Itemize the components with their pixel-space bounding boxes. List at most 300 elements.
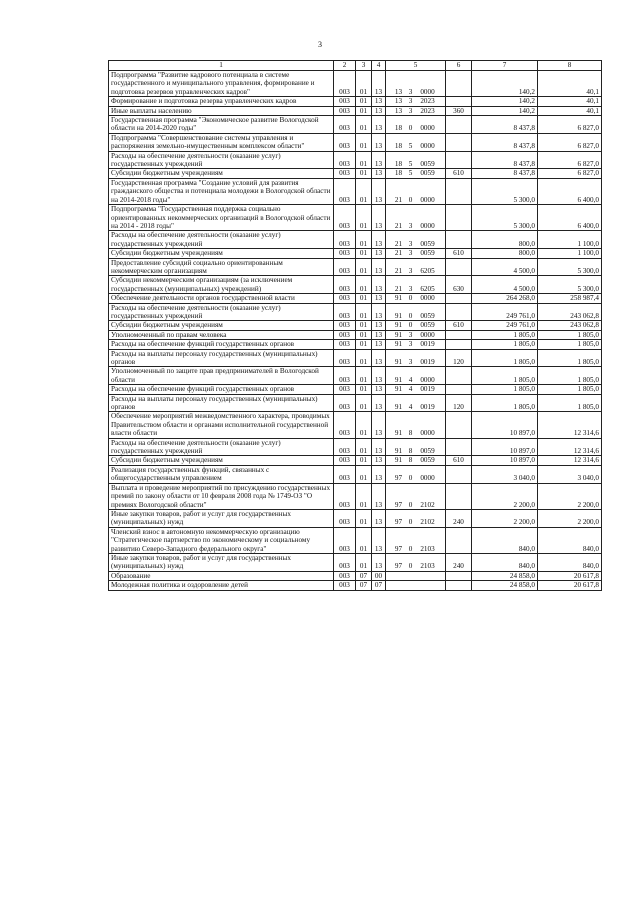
target-program-code: 91: [394, 321, 403, 330]
department-code-cell: 003: [334, 385, 356, 394]
target-subprogram-code: 5: [408, 169, 413, 178]
target-article-cell: [386, 465, 446, 483]
expense-type-cell: [446, 465, 472, 483]
department-code-cell: 003: [334, 394, 356, 412]
amount-year2-cell: 40,1: [538, 97, 602, 106]
target-direction-code: 0059: [420, 447, 435, 456]
subsection-code-cell: 13: [372, 258, 386, 276]
table-row: [109, 321, 602, 330]
amount-year2-cell: 6 827,0: [538, 116, 602, 134]
target-article-cell: [386, 169, 446, 178]
section-code-cell: 01: [356, 456, 372, 465]
target-article-cell: [386, 106, 446, 115]
amount-year1-cell: 1 805,0: [472, 340, 538, 349]
target-direction-code: 0059: [420, 160, 435, 169]
target-direction-code: 0000: [420, 221, 435, 230]
amount-year2-cell: 6 827,0: [538, 133, 602, 151]
amount-year2-cell: 6 400,0: [538, 178, 602, 204]
target-article-cell: [386, 116, 446, 134]
amount-year1-cell: 24 858,0: [472, 581, 538, 590]
amount-year1-cell: 1 805,0: [472, 394, 538, 412]
amount-year2-cell: 12 314,6: [538, 412, 602, 438]
target-program-code: 91: [394, 447, 403, 456]
table-row: [109, 367, 602, 385]
expense-type-cell: [446, 412, 472, 438]
row-name-cell: Подпрограмма "Развитие кадрового потенциала в системе государственного и муниципального управления, формирование и подготовка резервов управленческих кадров": [109, 71, 334, 97]
target-direction-code: 2102: [420, 518, 435, 527]
target-program-code: 13: [394, 87, 403, 96]
subsection-code-cell: 13: [372, 394, 386, 412]
amount-year2-cell: 40,1: [538, 71, 602, 97]
target-direction-code: 0059: [420, 456, 435, 465]
amount-year1-cell: 2 200,0: [472, 509, 538, 527]
amount-year1-cell: 4 500,0: [472, 276, 538, 294]
amount-year1-cell: 264 268,0: [472, 294, 538, 303]
amount-year1-cell: 10 897,0: [472, 412, 538, 438]
expense-type-cell: 240: [446, 553, 472, 571]
amount-year2-cell: 1 805,0: [538, 394, 602, 412]
amount-year2-cell: 6 400,0: [538, 205, 602, 231]
expense-type-cell: 360: [446, 106, 472, 115]
target-subprogram-code: 3: [408, 239, 413, 248]
department-code-cell: 003: [334, 465, 356, 483]
amount-year1-cell: 8 437,8: [472, 116, 538, 134]
target-subprogram-code: 5: [408, 160, 413, 169]
subsection-code-cell: 13: [372, 340, 386, 349]
target-subprogram-code: 0: [408, 518, 413, 527]
section-code-cell: 01: [356, 276, 372, 294]
target-article-cell: [386, 412, 446, 438]
target-direction-code: 0059: [420, 169, 435, 178]
department-code-cell: 003: [334, 231, 356, 249]
row-name-cell: Субсидии бюджетным учреждениям: [109, 321, 334, 330]
subsection-code-cell: 13: [372, 116, 386, 134]
expense-type-cell: [446, 385, 472, 394]
subsection-code-cell: 13: [372, 465, 386, 483]
target-program-code: 21: [394, 266, 403, 275]
department-code-cell: 003: [334, 527, 356, 553]
table-row: [109, 205, 602, 231]
target-article-cell: [386, 258, 446, 276]
expense-type-cell: 630: [446, 276, 472, 294]
section-code-cell: 01: [356, 178, 372, 204]
target-direction-code: 0019: [420, 403, 435, 412]
section-code-cell: 01: [356, 71, 372, 97]
department-code-cell: 003: [334, 276, 356, 294]
amount-year1-cell: 10 897,0: [472, 456, 538, 465]
target-direction-code: 2023: [420, 106, 435, 115]
budget-table: [108, 60, 602, 591]
table-row: [109, 294, 602, 303]
column-header: 5: [386, 61, 446, 71]
target-program-code: 18: [394, 160, 403, 169]
department-code-cell: 003: [334, 205, 356, 231]
section-code-cell: 01: [356, 553, 372, 571]
table-body: [109, 71, 602, 591]
target-direction-code: 0000: [420, 429, 435, 438]
target-direction-code: 0019: [420, 385, 435, 394]
target-direction-code: 2103: [420, 562, 435, 571]
department-code-cell: 003: [334, 553, 356, 571]
target-article-cell: [386, 303, 446, 321]
subsection-code-cell: 13: [372, 385, 386, 394]
section-code-cell: 01: [356, 303, 372, 321]
department-code-cell: 003: [334, 581, 356, 590]
amount-year2-cell: 5 300,0: [538, 276, 602, 294]
table-row: [109, 509, 602, 527]
target-direction-code: 2103: [420, 544, 435, 553]
expense-type-cell: [446, 367, 472, 385]
column-header: 7: [472, 61, 538, 71]
department-code-cell: 003: [334, 294, 356, 303]
target-program-code: 91: [394, 340, 403, 349]
amount-year2-cell: 6 827,0: [538, 151, 602, 169]
subsection-code-cell: 13: [372, 97, 386, 106]
row-name-cell: Расходы на выплаты персоналу государственных (муниципальных) органов: [109, 394, 334, 412]
target-subprogram-code: 0: [408, 195, 413, 204]
subsection-code-cell: 13: [372, 438, 386, 456]
subsection-code-cell: 13: [372, 553, 386, 571]
row-name-cell: Формирование и подготовка резерва управленческих кадров: [109, 97, 334, 106]
target-article-cell: [386, 276, 446, 294]
section-code-cell: 01: [356, 465, 372, 483]
department-code-cell: 003: [334, 169, 356, 178]
target-article-cell: [386, 438, 446, 456]
expense-type-cell: 610: [446, 249, 472, 258]
target-article-cell: [386, 394, 446, 412]
target-program-code: 18: [394, 142, 403, 151]
target-article-cell: [386, 330, 446, 339]
target-direction-code: 0000: [420, 375, 435, 384]
target-program-code: 91: [394, 358, 403, 366]
target-subprogram-code: 3: [408, 284, 413, 293]
target-subprogram-code: 0: [408, 562, 413, 571]
target-subprogram-code: 8: [408, 447, 413, 456]
subsection-code-cell: 13: [372, 205, 386, 231]
table-row: [109, 258, 602, 276]
section-code-cell: 01: [356, 394, 372, 412]
target-subprogram-code: 3: [408, 266, 413, 275]
target-direction-code: 2102: [420, 500, 435, 509]
amount-year1-cell: 800,0: [472, 249, 538, 258]
amount-year2-cell: 20 617,8: [538, 571, 602, 580]
target-subprogram-code: 3: [408, 249, 413, 258]
subsection-code-cell: 13: [372, 367, 386, 385]
subsection-code-cell: 13: [372, 106, 386, 115]
section-code-cell: 01: [356, 509, 372, 527]
row-name-cell: Предоставление субсидий социально ориентированным некоммерческим организациям: [109, 258, 334, 276]
table-row: [109, 330, 602, 339]
table-row: [109, 527, 602, 553]
expense-type-cell: [446, 483, 472, 509]
subsection-code-cell: 13: [372, 349, 386, 367]
section-code-cell: 01: [356, 527, 372, 553]
table-row: [109, 465, 602, 483]
expense-type-cell: [446, 231, 472, 249]
section-code-cell: 01: [356, 116, 372, 134]
target-direction-code: 0059: [420, 321, 435, 330]
department-code-cell: 003: [334, 340, 356, 349]
row-name-cell: Образование: [109, 571, 334, 580]
target-subprogram-code: 0: [408, 124, 413, 133]
target-article-cell: [386, 133, 446, 151]
expense-type-cell: [446, 97, 472, 106]
target-direction-code: 0019: [420, 358, 435, 366]
expense-type-cell: [446, 303, 472, 321]
department-code-cell: 003: [334, 438, 356, 456]
subsection-code-cell: 13: [372, 249, 386, 258]
table-row: [109, 169, 602, 178]
target-direction-code: 2023: [420, 97, 435, 106]
target-subprogram-code: 0: [408, 294, 413, 303]
target-article-cell: [386, 205, 446, 231]
target-direction-code: 0059: [420, 311, 435, 320]
target-program-code: 91: [394, 456, 403, 465]
row-name-cell: Подпрограмма "Совершенствование системы управления и распоряжения земельно-имущественным комплексом области": [109, 133, 334, 151]
subsection-code-cell: 00: [372, 571, 386, 580]
department-code-cell: 003: [334, 456, 356, 465]
table-row: [109, 178, 602, 204]
expense-type-cell: 120: [446, 349, 472, 367]
expense-type-cell: [446, 205, 472, 231]
expense-type-cell: [446, 133, 472, 151]
amount-year2-cell: 1 805,0: [538, 385, 602, 394]
target-direction-code: 0000: [420, 87, 435, 96]
expense-type-cell: [446, 178, 472, 204]
amount-year1-cell: 5 300,0: [472, 178, 538, 204]
subsection-code-cell: 13: [372, 483, 386, 509]
table-row: [109, 340, 602, 349]
subsection-code-cell: 13: [372, 303, 386, 321]
table-row: [109, 276, 602, 294]
target-article-cell: [386, 581, 446, 590]
target-subprogram-code: 3: [408, 106, 413, 115]
target-article-cell: [386, 527, 446, 553]
target-direction-code: 0059: [420, 239, 435, 248]
expense-type-cell: 120: [446, 394, 472, 412]
expense-type-cell: [446, 151, 472, 169]
expense-type-cell: [446, 116, 472, 134]
target-program-code: 91: [394, 375, 403, 384]
row-name-cell: Расходы на обеспечение функций государственных органов: [109, 340, 334, 349]
target-direction-code: 6205: [420, 284, 435, 293]
subsection-code-cell: 13: [372, 330, 386, 339]
amount-year2-cell: 12 314,6: [538, 438, 602, 456]
row-name-cell: Расходы на обеспечение функций государственных органов: [109, 385, 334, 394]
target-direction-code: 0000: [420, 330, 435, 339]
row-name-cell: Субсидии некоммерческим организациям (за исключением государственных (муниципальных) учреждений): [109, 276, 334, 294]
expense-type-cell: [446, 340, 472, 349]
department-code-cell: 003: [334, 571, 356, 580]
amount-year2-cell: 1 805,0: [538, 349, 602, 367]
amount-year2-cell: 258 987,4: [538, 294, 602, 303]
section-code-cell: 01: [356, 483, 372, 509]
subsection-code-cell: 13: [372, 178, 386, 204]
amount-year1-cell: 1 805,0: [472, 330, 538, 339]
target-article-cell: [386, 249, 446, 258]
table-row: [109, 71, 602, 97]
target-program-code: 91: [394, 429, 403, 438]
row-name-cell: Расходы на обеспечение деятельности (оказание услуг) государственных учреждений: [109, 231, 334, 249]
target-article-cell: [386, 349, 446, 367]
row-name-cell: Субсидии бюджетным учреждениям: [109, 456, 334, 465]
target-direction-code: 0000: [420, 124, 435, 133]
target-program-code: 91: [394, 403, 403, 412]
row-name-cell: Государственная программа "Создание условий для развития гражданского общества и потенциала молодежи в Вологодской области на 2014-2018 годы": [109, 178, 334, 204]
target-direction-code: 0000: [420, 195, 435, 204]
section-code-cell: 01: [356, 231, 372, 249]
amount-year1-cell: 5 300,0: [472, 205, 538, 231]
amount-year1-cell: 840,0: [472, 527, 538, 553]
table-row: [109, 116, 602, 134]
target-subprogram-code: 4: [408, 385, 413, 394]
target-article-cell: [386, 385, 446, 394]
section-code-cell: 01: [356, 438, 372, 456]
amount-year2-cell: 1 100,0: [538, 249, 602, 258]
department-code-cell: 003: [334, 151, 356, 169]
amount-year1-cell: 2 200,0: [472, 483, 538, 509]
target-subprogram-code: 0: [408, 544, 413, 553]
amount-year2-cell: 1 805,0: [538, 340, 602, 349]
expense-type-cell: 610: [446, 169, 472, 178]
row-name-cell: Расходы на выплаты персоналу государственных (муниципальных) органов: [109, 349, 334, 367]
table-row: [109, 456, 602, 465]
target-article-cell: [386, 178, 446, 204]
table-row: [109, 249, 602, 258]
target-subprogram-code: 0: [408, 500, 413, 509]
row-name-cell: Иные закупки товаров, работ и услуг для государственных (муниципальных) нужд: [109, 553, 334, 571]
row-name-cell: Расходы на обеспечение деятельности (оказание услуг) государственных учреждений: [109, 303, 334, 321]
section-code-cell: 01: [356, 412, 372, 438]
target-subprogram-code: 0: [408, 311, 413, 320]
amount-year1-cell: 1 805,0: [472, 349, 538, 367]
row-name-cell: Уполномоченный по правам человека: [109, 330, 334, 339]
department-code-cell: 003: [334, 133, 356, 151]
amount-year2-cell: 6 827,0: [538, 169, 602, 178]
amount-year1-cell: 249 761,0: [472, 321, 538, 330]
target-direction-code: 0019: [420, 340, 435, 349]
department-code-cell: 003: [334, 71, 356, 97]
amount-year2-cell: 243 062,8: [538, 303, 602, 321]
row-name-cell: Обеспечение деятельности органов государственной власти: [109, 294, 334, 303]
amount-year2-cell: 3 040,0: [538, 465, 602, 483]
row-name-cell: Членский взнос в автономную некоммерческую организацию "Стратегическое партнерство по экономическому и социальному развитию Северо-Западного федерального округа": [109, 527, 334, 553]
amount-year2-cell: 243 062,8: [538, 321, 602, 330]
target-program-code: 97: [394, 500, 403, 509]
subsection-code-cell: 13: [372, 509, 386, 527]
column-header: 3: [356, 61, 372, 71]
subsection-code-cell: 07: [372, 581, 386, 590]
subsection-code-cell: 13: [372, 71, 386, 97]
target-subprogram-code: 3: [408, 358, 413, 366]
expense-type-cell: [446, 438, 472, 456]
amount-year2-cell: 1 805,0: [538, 367, 602, 385]
target-subprogram-code: 4: [408, 375, 413, 384]
table-row: [109, 106, 602, 115]
row-name-cell: Иные выплаты населению: [109, 106, 334, 115]
target-subprogram-code: 5: [408, 142, 413, 151]
amount-year1-cell: 24 858,0: [472, 571, 538, 580]
target-program-code: 18: [394, 169, 403, 178]
column-header: 8: [538, 61, 602, 71]
department-code-cell: 003: [334, 303, 356, 321]
section-code-cell: 01: [356, 106, 372, 115]
department-code-cell: 003: [334, 106, 356, 115]
amount-year1-cell: 8 437,8: [472, 169, 538, 178]
section-code-cell: 01: [356, 385, 372, 394]
target-subprogram-code: 8: [408, 429, 413, 438]
target-article-cell: [386, 571, 446, 580]
target-article-cell: [386, 294, 446, 303]
target-program-code: 97: [394, 544, 403, 553]
section-code-cell: 01: [356, 133, 372, 151]
target-article-cell: [386, 231, 446, 249]
department-code-cell: 003: [334, 178, 356, 204]
section-code-cell: 01: [356, 169, 372, 178]
table-row: [109, 231, 602, 249]
target-article-cell: [386, 367, 446, 385]
target-program-code: 21: [394, 284, 403, 293]
amount-year1-cell: 1 805,0: [472, 385, 538, 394]
amount-year1-cell: 8 437,8: [472, 151, 538, 169]
amount-year2-cell: 20 617,8: [538, 581, 602, 590]
amount-year1-cell: 140,2: [472, 71, 538, 97]
section-code-cell: 01: [356, 367, 372, 385]
target-article-cell: [386, 456, 446, 465]
table-row: [109, 581, 602, 590]
column-header: 1: [109, 61, 334, 71]
amount-year1-cell: 1 805,0: [472, 367, 538, 385]
row-name-cell: Реализация государственных функций, связанных с общегосударственным управлением: [109, 465, 334, 483]
amount-year2-cell: 840,0: [538, 527, 602, 553]
target-subprogram-code: 0: [408, 321, 413, 330]
target-direction-code: 0059: [420, 249, 435, 258]
subsection-code-cell: 13: [372, 527, 386, 553]
amount-year1-cell: 3 040,0: [472, 465, 538, 483]
expense-type-cell: [446, 330, 472, 339]
row-name-cell: Иные закупки товаров, работ и услуг для государственных (муниципальных) нужд: [109, 509, 334, 527]
target-subprogram-code: 3: [408, 87, 413, 96]
expense-type-cell: 240: [446, 509, 472, 527]
subsection-code-cell: 13: [372, 133, 386, 151]
amount-year2-cell: 1 100,0: [538, 231, 602, 249]
department-code-cell: 003: [334, 258, 356, 276]
target-subprogram-code: 3: [408, 330, 413, 339]
target-article-cell: [386, 97, 446, 106]
target-program-code: 97: [394, 474, 403, 483]
department-code-cell: 003: [334, 349, 356, 367]
amount-year2-cell: 2 200,0: [538, 509, 602, 527]
section-code-cell: 01: [356, 97, 372, 106]
row-name-cell: Государственная программа "Экономическое развитие Вологодской области на 2014-2020 годы": [109, 116, 334, 134]
target-program-code: 21: [394, 239, 403, 248]
table-row: [109, 553, 602, 571]
column-header: 2: [334, 61, 356, 71]
table-row: [109, 438, 602, 456]
expense-type-cell: [446, 294, 472, 303]
target-program-code: 97: [394, 518, 403, 527]
target-direction-code: 6205: [420, 266, 435, 275]
subsection-code-cell: 13: [372, 294, 386, 303]
target-article-cell: [386, 321, 446, 330]
department-code-cell: 003: [334, 483, 356, 509]
target-subprogram-code: 3: [408, 97, 413, 106]
target-program-code: 91: [394, 294, 403, 303]
table-row: [109, 571, 602, 580]
amount-year2-cell: 40,1: [538, 106, 602, 115]
column-header: 6: [446, 61, 472, 71]
target-program-code: 21: [394, 221, 403, 230]
